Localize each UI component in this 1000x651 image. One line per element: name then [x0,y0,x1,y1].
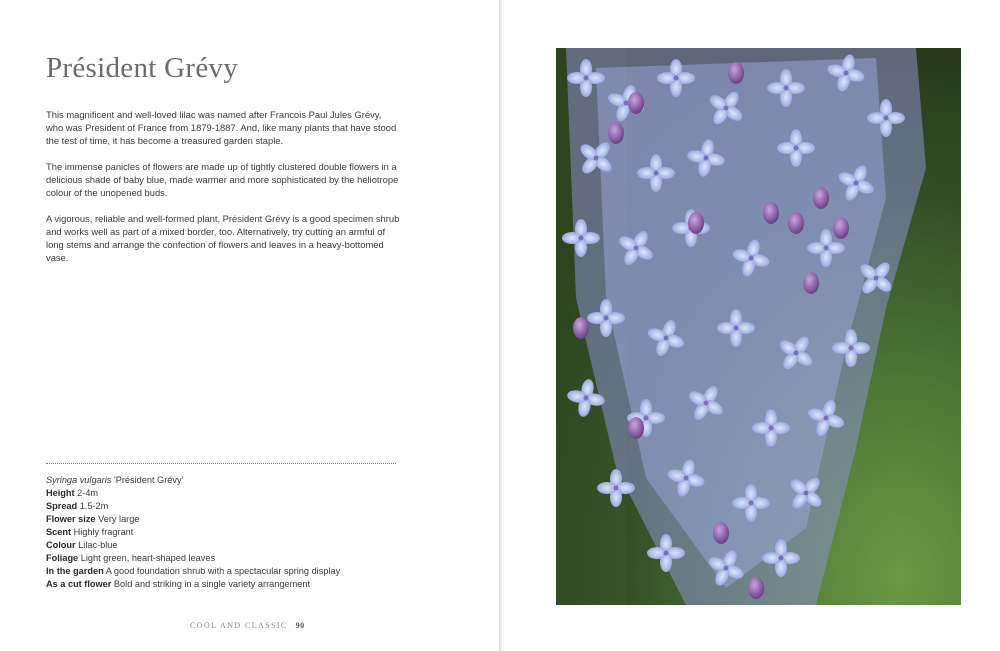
spec-row-in-the-garden [46,565,446,578]
spec-value: Very large [98,514,140,524]
spec-row-cut-flower [46,578,446,591]
description-paragraph: The immense panicles of flowers are made up of tightly clustered double flowers in a delicious shade of baby blue, made warmer and more sophisticated by the heliotrope colour of the unopened buds. [46,161,399,198]
section-name: COOL AND CLASSIC [190,621,288,630]
page-footer [190,621,305,630]
left-page [0,0,499,651]
spec-label: In the garden [46,566,104,576]
spec-row-scent [46,526,446,539]
plant-specs [46,474,446,591]
spec-row-height [46,487,446,500]
spec-value: Light green, heart-shaped leaves [80,553,216,563]
spec-label: Scent [46,527,72,537]
spec-label: Height [46,488,75,498]
spec-value: 2-4m [77,488,99,498]
spec-value: Highly fragrant [73,527,134,537]
page-number: 90 [295,621,305,630]
spec-value: 1.5-2m [79,501,109,511]
spec-label: Spread [46,501,78,511]
spec-row-spread [46,500,446,513]
intro-paragraph: This magnificent and well-loved lilac was named after Francois Paul Jules Grévy, who was President of France from 1879-1887. And, like many plants that have stood the test of time, it has become a treasured garden staple. [46,109,397,146]
usage-paragraph: A vigorous, reliable and well-formed plant, Président Grévy is a good specimen shrub and works well as part of a mixed border, too. Alternatively, try cutting an armful of long stems and arrange the confection of flowers and leaves in a heavy-bottomed vase. [46,213,400,263]
spec-row-colour [46,539,446,552]
lilac-illustration [556,48,961,605]
spec-row-foliage [46,552,446,565]
spec-label: Flower size [46,514,96,524]
botanical-name-row [46,474,446,487]
cultivar-name: 'Président Grévy' [113,475,184,485]
spec-value: A good foundation shrub with a spectacular spring display [105,566,341,576]
spec-label: Foliage [46,553,79,563]
dotted-divider [46,463,396,464]
botanical-name: Syringa vulgaris [46,475,112,485]
page-title: Président Grévy [46,52,239,84]
spec-label: As a cut flower [46,579,112,589]
spec-label: Colour [46,540,76,550]
lilac-flower-photo [556,48,961,605]
spec-value: Bold and striking in a single variety arrangement [113,579,311,589]
spec-row-flower-size [46,513,446,526]
spec-value: Lilac-blue [78,540,118,550]
